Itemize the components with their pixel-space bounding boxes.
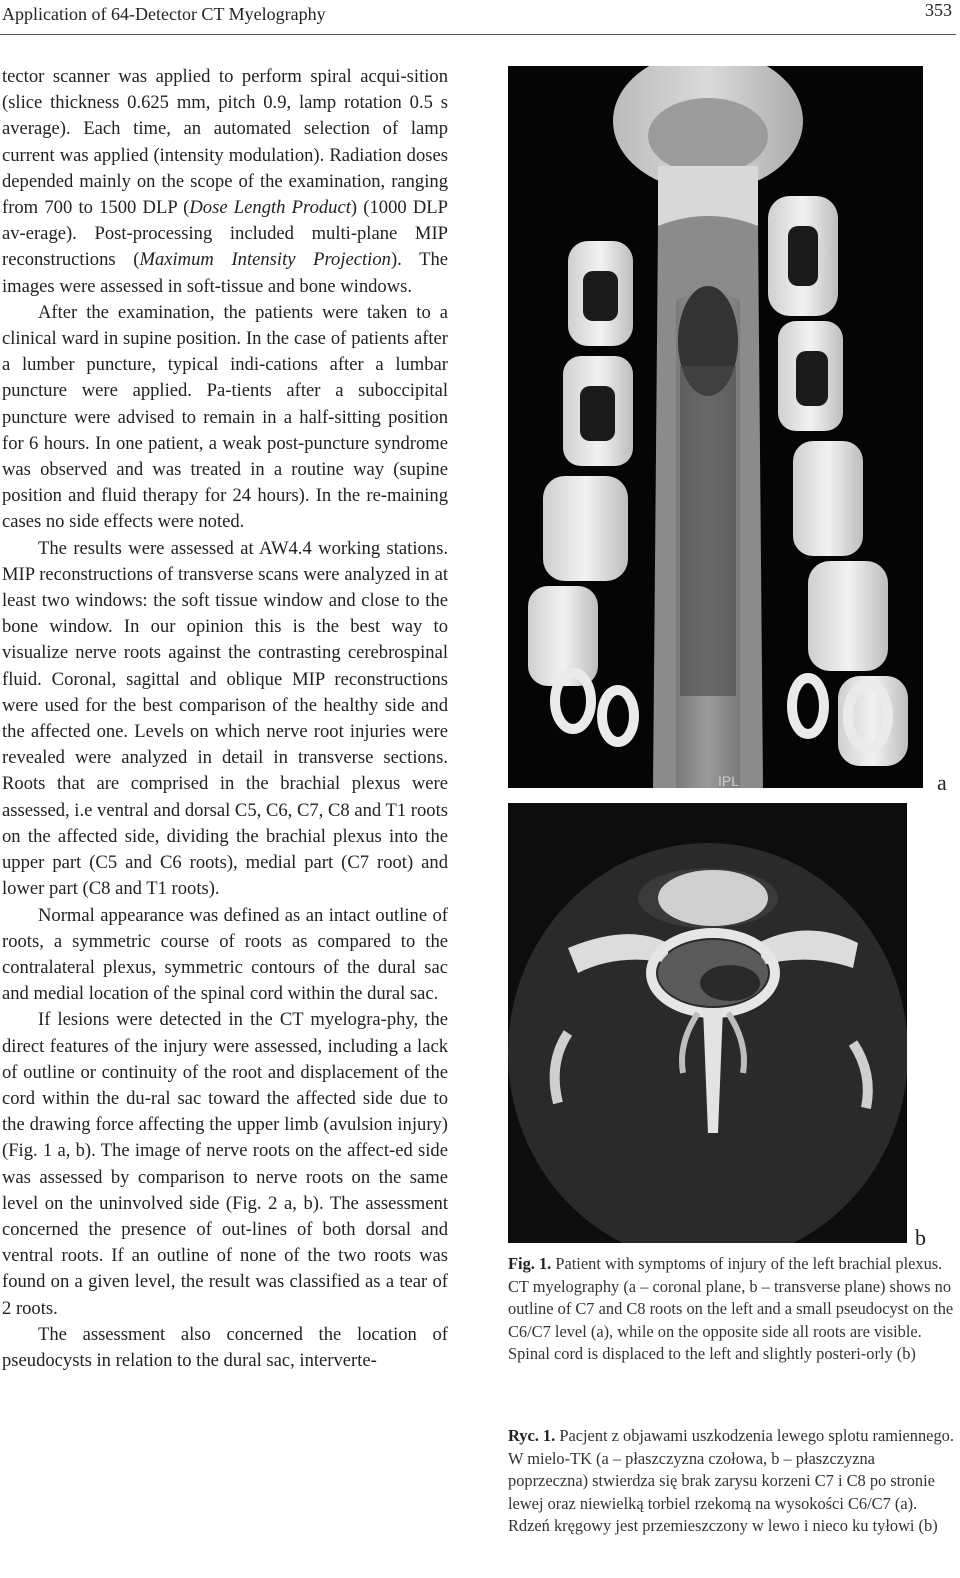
page-number: 353 [925,0,952,20]
scanner-mark: IPL [718,773,740,788]
paragraph-2: After the examination, the patients were taken to a clinical ward in supine position. In the case of patients after a lumber puncture, typical indi-cations after a lumbar puncture were applied. Pa-tients after a suboccipital puncture were advised to remain in a half-sitting position for 6 hours. In one patient, a weak post-puncture syndrome was observed and was treated in a routine way (supine position and fluid therapy for 24 hours). In the re-maining cases no side effects were noted. [2,301,448,533]
running-title: Application of 64-Detector CT Myelography [2,4,326,24]
figure-caption-polish: Ryc. 1. Pacjent z objawami uszkodzenia lewego splotu ramiennego. W mielo-TK (a – płaszczyzna czołowa, b – płaszczyzna poprzeczna) stwierdza się brak zarysu korzeni C7 i C8 po stronie lewej oraz niewielką torbiel rzekomą na wysokości C6/C7 (a). Rdzeń kręgowy jest przemieszczony w lewo i nieco ku tyłowi (b) [508,1426,954,1536]
paragraph-3: The results were assessed at AW4.4 working stations. MIP reconstructions of transverse scans were analyzed in at least two windows: the soft tissue window and close to the bone window. In our opinion this is the best way to visualize nerve roots against the contrasting cerebrospinal fluid. Coronal, sagittal and oblique MIP reconstructions were used for the best comparison of the healthy side and the affected one. Levels on which nerve root injuries were revealed were analyzed in detail in transverse sections. Roots that are comprised in the brachial plexus were assessed, i.e ventral and dorsal C5, C6, C7, C8 and T1 roots on the affected side, dividing the brachial plexus into the upper part (C5 and C6 roots), medial part (C7 root) and lower part (C8 and T1 roots). [2,537,448,900]
paragraph-4: Normal appearance was defined as an intact outline of roots, a symmetric course of roots as compared to the contralateral plexus, symmetric contours of the dural sac and medial location of the spinal cord within the dural sac. [2,904,448,1005]
paragraph-1: tector scanner was applied to perform spiral acqui-sition (slice thickness 0.625 mm, pitch 0.9, lamp rotation 0.5 s average). Each time, an automated selection of lamp current was applied (intensity modulation). Radiation doses depended mainly on the scope of the examination, ranging from 700 to 1500 DLP (Dose Length Product) (1000 DLP av-erage). Post-processing included multi-plane MIP reconstructions (Maximum Intensity Projection). The images were assessed in soft-tissue and bone windows. [2,66,449,297]
figure-1a-coronal-ct [508,66,923,788]
panel-letter-a: a [937,770,947,795]
running-header [0,0,956,35]
figure-caption-english: Fig. 1. Patient with symptoms of injury of the left brachial plexus. CT myelography (a – coronal plane, b – transverse plane) shows no outline of C7 and C8 roots on the left and a small pseudocyst on the C6/C7 level (a), while on the opposite side all roots are visible. Spinal cord is displaced to the left and slightly posteri-orly (b) [508,1254,954,1364]
paragraph-5: If lesions were detected in the CT myelogra-phy, the direct features of the injury were assessed, including a lack of outline or continuity of the root and displacement of the cord within the du-ral sac toward the affected side due to the drawing force affecting the upper limb (avulsion injury) (Fig. 1 a, b). The image of nerve roots on the affect-ed side was assessed by comparison to nerve roots on the same level on the uninvolved side (Fig. 2 a, b). The assessment concerned the presence of out-lines of both dorsal and ventral roots. If an outline of none of the two roots was found on a given level, the result was classified as a tear of 2 roots. [2,1009,448,1319]
figure-1b-transverse-ct [508,803,907,1243]
coronal-ct-image [508,66,923,788]
transverse-ct-image [508,803,907,1243]
caption-label-en: Fig. 1. [508,1254,552,1273]
body-text-column [2,64,448,1374]
panel-letter-b: b [915,1225,926,1250]
caption-label-pl: Ryc. 1. [508,1426,556,1445]
paragraph-6: The assessment also concerned the location of pseudocysts in relation to the dural sac, interverte- [2,1323,448,1371]
